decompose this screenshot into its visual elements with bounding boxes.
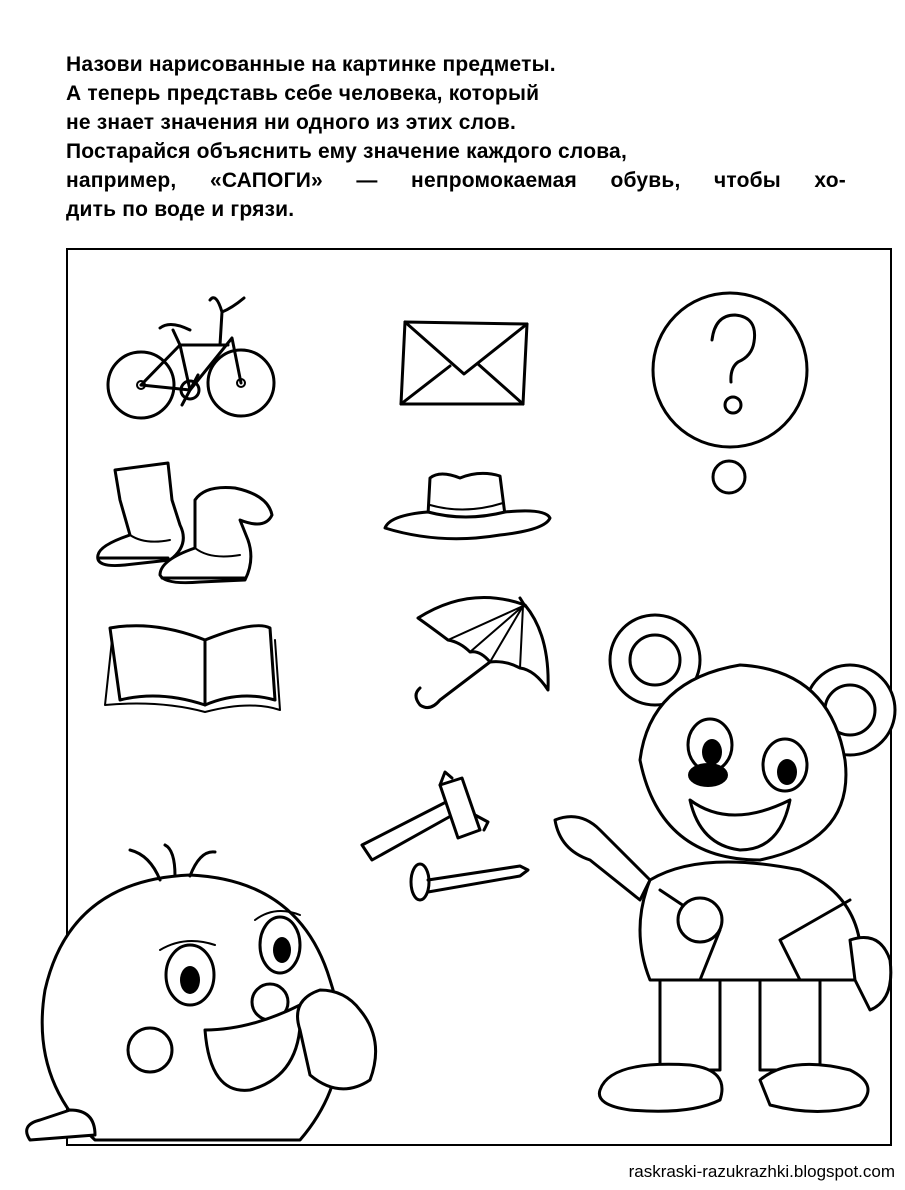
boots-icon — [98, 463, 272, 583]
instruction-line: Постарайся объяснить ему значение каждого слова, — [66, 140, 627, 163]
footer-credit: raskraski-razukrazhki.blogspot.com — [628, 1162, 895, 1181]
nail-icon — [411, 864, 528, 900]
envelope-icon — [401, 322, 527, 404]
instruction-line: Назови нарисованные на картинке предметы. — [66, 53, 556, 76]
bear-character — [555, 615, 895, 1112]
instruction-line: например, «САПОГИ» — непромокаемая обувь, чтобы хо- — [66, 169, 846, 192]
umbrella-icon — [416, 597, 548, 707]
bicycle-icon — [108, 298, 274, 418]
instruction-line: не знает значения ни одного из этих слов. — [66, 111, 517, 134]
hat-icon — [385, 473, 550, 538]
instruction-line: дить по воде и грязи. — [66, 198, 295, 221]
book-icon — [105, 626, 280, 712]
instruction-line: А теперь представь себе человека, который — [66, 82, 540, 105]
kolobok-character — [27, 845, 376, 1140]
hammer-icon — [362, 772, 488, 860]
question-bubble-icon — [653, 293, 807, 493]
